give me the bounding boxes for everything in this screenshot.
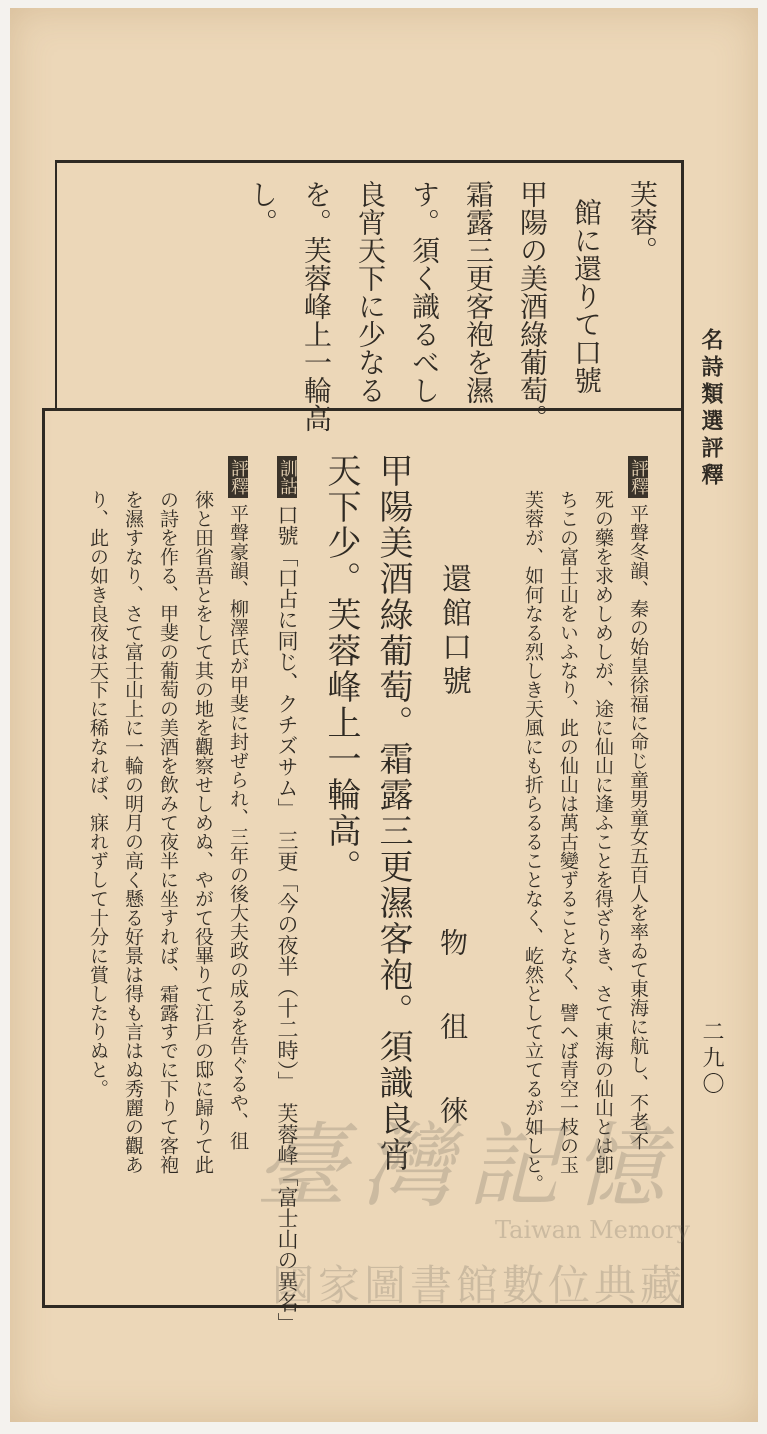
poem-title: 還館口號	[436, 563, 471, 699]
commentary-line: ちこの富士山をいふなり、此の仙山は萬古變ずることなく、譬へば青空一枝の玉	[557, 490, 579, 1174]
upper-line: し。	[246, 180, 279, 236]
commentary-line: 芙蓉が、如何なる烈しき天風にも折らるることなく、屹然として立てるが如しと。	[522, 490, 544, 1193]
watermark-latin: Taiwan Memory	[495, 1216, 691, 1244]
frame-top	[55, 160, 683, 163]
upper-line: す。須く識るべし	[408, 180, 441, 404]
interp-line: を濕すなり、さて富士山上に一輪の明月の高く懸る好景は得も言はぬ秀麗の觀あ	[122, 490, 144, 1174]
commentary-line: 平聲冬韻、秦の始皇徐福に命じ童男童女五百人を率ゐて東海に航し、不老不	[627, 504, 649, 1150]
upper-line: を。芙蓉峰上一輪高	[300, 180, 333, 432]
poem-author: 物 徂 徠	[436, 928, 469, 1138]
upper-line: 芙蓉。	[626, 180, 659, 264]
interp-column	[228, 456, 248, 1150]
interp-line: り、此の如き良夜は天下に稀なれば、寐れずして十分に賞したりぬと。	[87, 490, 109, 1098]
frame-left	[42, 408, 45, 1308]
frame-right	[681, 160, 684, 1308]
watermark-caption: 國家圖書館數位典藏	[272, 1261, 687, 1310]
watermark-main: 臺灣記憶	[255, 1113, 680, 1220]
upper-line: 館に還りて口號	[570, 198, 603, 394]
ghost-text	[80, 188, 100, 208]
poem-line: 甲陽美酒綠葡萄。霜露三更濕客袍。須識良宵	[373, 453, 413, 1173]
interp-line: 平聲豪韻、柳澤氏が甲斐に封ぜられ、三年の後大夫政の成るを告ぐるや、徂	[227, 504, 249, 1150]
interp-tag: 評釋	[228, 456, 248, 498]
book-page	[10, 8, 758, 1422]
section-divider	[42, 408, 683, 411]
commentary-line: 死の藥を求めしめしが、途に仙山に逢ふことを得ざりき、さて東海の仙山とは卽	[592, 490, 614, 1174]
poem-line: 天下少。芙蓉峰上一輪高。	[321, 453, 361, 885]
gloss-tag: 訓詁	[277, 456, 297, 498]
interp-line: 徠と田省吾とをして其の地を觀察せしめぬ、やがて役畢りて江戶の邸に歸りて此	[192, 490, 214, 1174]
upper-line: 甲陽の美酒綠葡萄。	[516, 180, 549, 432]
gloss-line: 口號「口占に同じ、クチズサム」 三更「今の夜半（十二時）」 芙蓉峰「富士山の異名」	[275, 504, 299, 1334]
commentary-column	[628, 456, 648, 1150]
upper-line: 霜露三更客袍を濕	[462, 180, 495, 404]
upper-line: 良宵天下に少なる	[354, 180, 387, 404]
commentary-tag: 評釋	[628, 456, 648, 498]
frame-left-upper	[55, 160, 57, 410]
book-title: 名詩類選評釋	[698, 328, 724, 490]
interp-line: の詩を作る、甲斐の葡萄の美酒を飲みて夜半に坐すれば、霜露すでに下りて客袍	[157, 490, 179, 1174]
page-number: 二九〇	[699, 1020, 724, 1098]
